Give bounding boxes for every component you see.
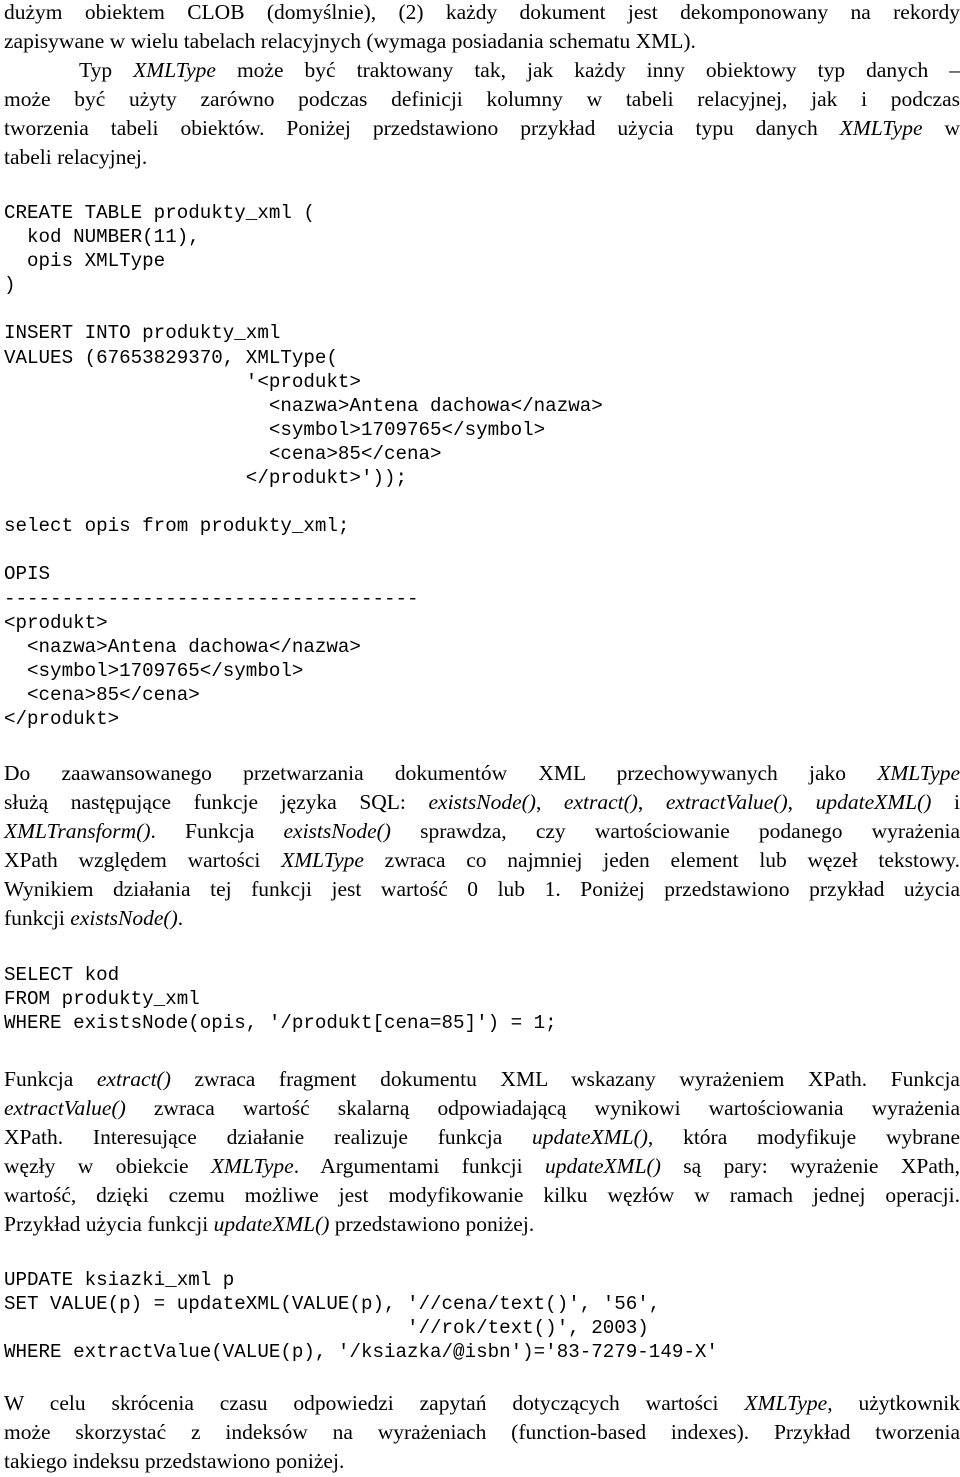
code-line: FROM produkty_xml: [4, 988, 200, 1011]
intro-line-1: dużym obiektem CLOB (domyślnie), (2) każdy dokument jest dekomponowany na rekordy: [4, 0, 960, 24]
code-line: '<produkt>: [4, 370, 361, 393]
code-block-existsnode: [4, 963, 960, 1035]
intro-line-4: może być użyty zarówno podczas definicji kolumny w tabeli relacyjnej, jak i podczas: [4, 87, 960, 111]
extract-paragraph: [4, 1065, 960, 1239]
functions-line-5: Wynikiem działania tej funkcji jest wartość 0 lub 1. Poniżej przedstawiono przykład użycia: [4, 877, 960, 901]
code-line: [4, 538, 960, 562]
code-line: WHERE existsNode(opis, '/produkt[cena=85]') = 1;: [4, 1012, 557, 1035]
code-line: <symbol>1709765</symbol>: [4, 418, 546, 441]
functions-line-1: Do zaawansowanego przetwarzania dokumentów XML przechowywanych jako XMLType: [4, 761, 960, 785]
code-line: ------------------------------------: [4, 587, 419, 610]
code-line: ): [4, 274, 16, 297]
code-line: select opis from produkty_xml;: [4, 515, 350, 538]
functions-paragraph: [4, 759, 960, 933]
code-line: [4, 297, 960, 321]
extract-line-6: Przykład użycia funkcji updateXML() przedstawiono poniżej.: [4, 1212, 535, 1236]
intro-line-3: Typ XMLType może być traktowany tak, jak każdy inny obiektowy typ danych –: [79, 58, 960, 82]
code-line: <cena>85</cena>: [4, 442, 442, 465]
extract-line-1: Funkcja extract() zwraca fragment dokumentu XML wskazany wyrażeniem XPath. Funkcja: [4, 1067, 960, 1091]
code-line: SET VALUE(p) = updateXML(VALUE(p), '//cena/text()', '56',: [4, 1293, 661, 1316]
intro-line-5: tworzenia tabeli obiektów. Poniżej przedstawiono przykład użycia typu danych XMLType w: [4, 116, 960, 140]
functions-line-2: służą następujące funkcje języka SQL: existsNode(), extract(), extractValue(), updateXML() i: [4, 790, 960, 814]
code-block-updatexml: [4, 1268, 960, 1364]
code-line: [4, 490, 960, 514]
functions-line-6: funkcji existsNode().: [4, 906, 184, 930]
code-line: <nazwa>Antena dachowa</nazwa>: [4, 635, 361, 658]
extract-line-4: węzły w obiekcie XMLType. Argumentami funkcji updateXML() są pary: wyrażenie XPath,: [4, 1154, 960, 1178]
code-block-create-insert-select: [4, 201, 960, 731]
code-line: '//rok/text()', 2003): [4, 1317, 649, 1340]
code-line: <nazwa>Antena dachowa</nazwa>: [4, 394, 603, 417]
code-line: <symbol>1709765</symbol>: [4, 659, 304, 682]
code-line: opis XMLType: [4, 250, 166, 273]
functions-line-4: XPath względem wartości XMLType zwraca co najmniej jeden element lub węzeł tekstowy.: [4, 848, 960, 872]
intro-paragraph: [4, 0, 960, 172]
code-line: WHERE extractValue(VALUE(p), '/ksiazka/@isbn')='83-7279-149-X': [4, 1341, 718, 1364]
code-line: <cena>85</cena>: [4, 683, 200, 706]
functions-line-3: XMLTransform(). Funkcja existsNode() sprawdza, czy wartościowanie podanego wyrażenia: [4, 819, 960, 843]
index-line-3: takiego indeksu przedstawiono poniżej.: [4, 1449, 345, 1473]
extract-line-2: extractValue() zwraca wartość skalarną odpowiadającą wynikowi wartościowania wyrażenia: [4, 1096, 960, 1120]
code-line: </produkt>: [4, 707, 120, 730]
code-line: UPDATE ksiazki_xml p: [4, 1269, 235, 1291]
index-line-2: może skorzystać z indeksów na wyrażeniach (function-based indexes). Przykład tworzenia: [4, 1420, 960, 1444]
extract-line-5: wartość, dzięki czemu możliwe jest modyfikowanie kilku węzłów w ramach jednej operacji.: [4, 1183, 960, 1207]
code-line: SELECT kod: [4, 964, 120, 986]
code-line: <produkt>: [4, 611, 108, 634]
intro-line-6: tabeli relacyjnej.: [4, 145, 148, 169]
extract-line-3: XPath. Interesujące działanie realizuje funkcja updateXML(), która modyfikuje wybrane: [4, 1125, 960, 1149]
code-line: OPIS: [4, 563, 51, 586]
intro-line-2: zapisywane w wielu tabelach relacyjnych (wymaga posiadania schematu XML).: [4, 29, 696, 53]
code-line: kod NUMBER(11),: [4, 226, 200, 249]
code-line: </produkt>'));: [4, 467, 408, 490]
index-line-1: W celu skrócenia czasu odpowiedzi zapytań dotyczących wartości XMLType, użytkownik: [4, 1391, 960, 1415]
code-line: VALUES (67653829370, XMLType(: [4, 346, 338, 369]
code-line: INSERT INTO produkty_xml: [4, 322, 281, 345]
code-line: CREATE TABLE produkty_xml (: [4, 202, 315, 224]
index-paragraph: [4, 1389, 960, 1476]
